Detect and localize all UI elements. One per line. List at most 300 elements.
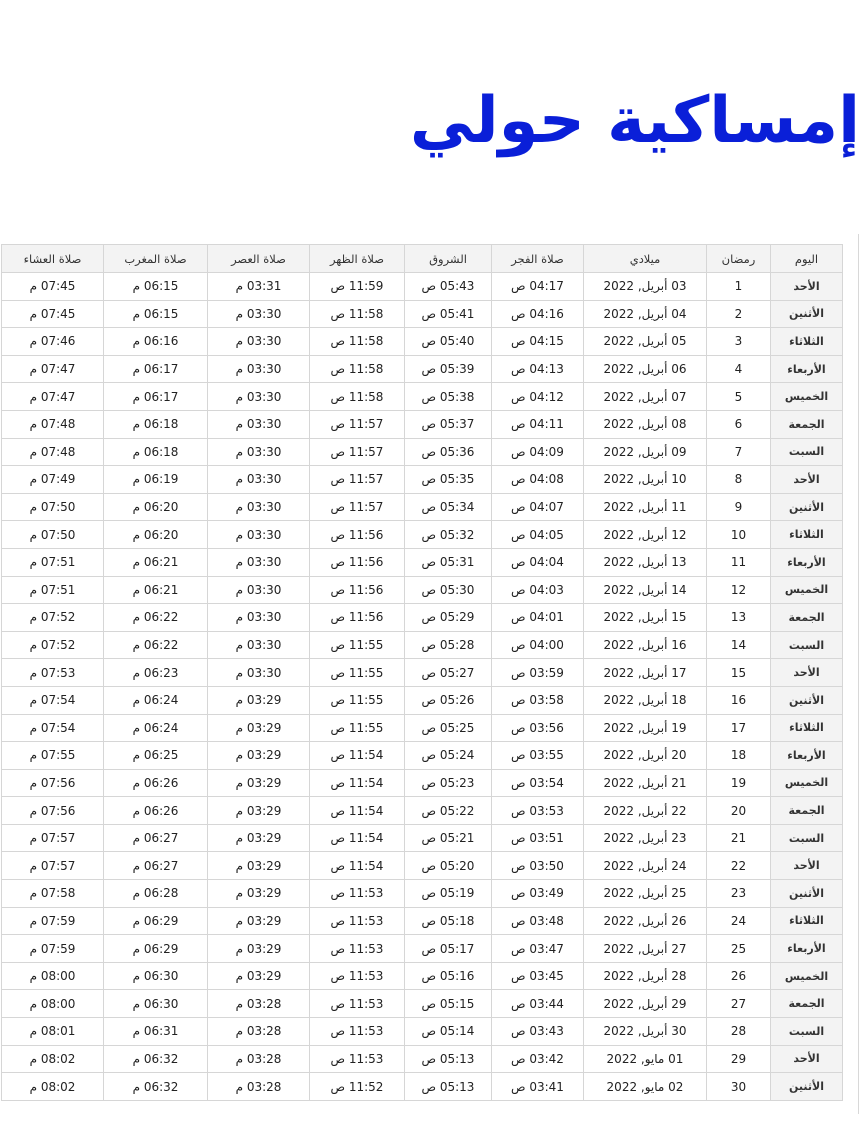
day-cell: الخميس (771, 769, 843, 797)
maghrib-time-cell: 06:32 م (104, 1073, 208, 1101)
ramadan-day-cell: 10 (707, 521, 771, 549)
day-cell: السبت (771, 438, 843, 466)
ramadan-day-cell: 12 (707, 576, 771, 604)
ramadan-day-cell: 25 (707, 935, 771, 963)
dhuhr-time-cell: 11:54 ص (310, 824, 405, 852)
day-cell: الخميس (771, 962, 843, 990)
maghrib-time-cell: 06:30 م (104, 962, 208, 990)
asr-time-cell: 03:31 م (208, 273, 310, 301)
ramadan-day-cell: 16 (707, 686, 771, 714)
day-cell: الأحد (771, 659, 843, 687)
day-cell: الثلاثاء (771, 714, 843, 742)
sunrise-time-cell: 05:37 ص (405, 410, 492, 438)
fajr-time-cell: 04:17 ص (492, 273, 584, 301)
day-cell: السبت (771, 1018, 843, 1046)
gregorian-date-cell: 23 أبريل, 2022 (584, 824, 707, 852)
asr-time-cell: 03:30 م (208, 659, 310, 687)
table-row (2, 273, 843, 301)
fajr-time-cell: 03:59 ص (492, 659, 584, 687)
asr-time-cell: 03:30 م (208, 438, 310, 466)
day-cell: الأثنين (771, 880, 843, 908)
isha-time-cell: 07:45 م (2, 300, 104, 328)
isha-time-cell: 08:00 م (2, 990, 104, 1018)
dhuhr-time-cell: 11:56 ص (310, 604, 405, 632)
day-cell: الأحد (771, 852, 843, 880)
dhuhr-time-cell: 11:55 ص (310, 659, 405, 687)
day-cell: الأربعاء (771, 548, 843, 576)
ramadan-day-cell: 21 (707, 824, 771, 852)
dhuhr-time-cell: 11:55 ص (310, 714, 405, 742)
asr-time-cell: 03:28 م (208, 1073, 310, 1101)
sunrise-time-cell: 05:20 ص (405, 852, 492, 880)
day-cell: الجمعة (771, 604, 843, 632)
sunrise-time-cell: 05:16 ص (405, 962, 492, 990)
gregorian-date-cell: 04 أبريل, 2022 (584, 300, 707, 328)
gregorian-date-cell: 25 أبريل, 2022 (584, 880, 707, 908)
asr-time-cell: 03:29 م (208, 824, 310, 852)
gregorian-date-cell: 01 مايو, 2022 (584, 1045, 707, 1073)
ramadan-day-cell: 9 (707, 493, 771, 521)
gregorian-date-cell: 06 أبريل, 2022 (584, 355, 707, 383)
dhuhr-time-cell: 11:52 ص (310, 1073, 405, 1101)
sunrise-time-cell: 05:38 ص (405, 383, 492, 411)
asr-time-cell: 03:29 م (208, 686, 310, 714)
table-row (2, 576, 843, 604)
asr-time-cell: 03:30 م (208, 631, 310, 659)
gregorian-date-cell: 17 أبريل, 2022 (584, 659, 707, 687)
column-header-dhuhr: صلاة الظهر (310, 245, 405, 273)
gregorian-date-cell: 26 أبريل, 2022 (584, 907, 707, 935)
gregorian-date-cell: 07 أبريل, 2022 (584, 383, 707, 411)
fajr-time-cell: 03:44 ص (492, 990, 584, 1018)
ramadan-day-cell: 3 (707, 328, 771, 356)
maghrib-time-cell: 06:16 م (104, 328, 208, 356)
sunrise-time-cell: 05:41 ص (405, 300, 492, 328)
maghrib-time-cell: 06:23 م (104, 659, 208, 687)
asr-time-cell: 03:28 م (208, 1045, 310, 1073)
maghrib-time-cell: 06:17 م (104, 383, 208, 411)
table-row (2, 714, 843, 742)
ramadan-day-cell: 29 (707, 1045, 771, 1073)
asr-time-cell: 03:28 م (208, 990, 310, 1018)
sunrise-time-cell: 05:15 ص (405, 990, 492, 1018)
asr-time-cell: 03:30 م (208, 383, 310, 411)
ramadan-day-cell: 13 (707, 604, 771, 632)
ramadan-day-cell: 18 (707, 742, 771, 770)
maghrib-time-cell: 06:15 م (104, 300, 208, 328)
gregorian-date-cell: 03 أبريل, 2022 (584, 273, 707, 301)
column-header-fajr: صلاة الفجر (492, 245, 584, 273)
fajr-time-cell: 04:12 ص (492, 383, 584, 411)
ramadan-day-cell: 28 (707, 1018, 771, 1046)
page-title: إمساكية حولي (409, 84, 860, 158)
gregorian-date-cell: 12 أبريل, 2022 (584, 521, 707, 549)
isha-time-cell: 07:47 م (2, 355, 104, 383)
sunrise-time-cell: 05:27 ص (405, 659, 492, 687)
dhuhr-time-cell: 11:54 ص (310, 742, 405, 770)
maghrib-time-cell: 06:18 م (104, 410, 208, 438)
asr-time-cell: 03:29 م (208, 907, 310, 935)
isha-time-cell: 07:46 م (2, 328, 104, 356)
gregorian-date-cell: 21 أبريل, 2022 (584, 769, 707, 797)
table-row (2, 328, 843, 356)
ramadan-day-cell: 11 (707, 548, 771, 576)
fajr-time-cell: 04:13 ص (492, 355, 584, 383)
asr-time-cell: 03:30 م (208, 328, 310, 356)
isha-time-cell: 07:59 م (2, 907, 104, 935)
isha-time-cell: 07:45 م (2, 273, 104, 301)
table-row (2, 1073, 843, 1101)
sunrise-time-cell: 05:24 ص (405, 742, 492, 770)
fajr-time-cell: 04:15 ص (492, 328, 584, 356)
asr-time-cell: 03:30 م (208, 548, 310, 576)
isha-time-cell: 07:54 م (2, 714, 104, 742)
dhuhr-time-cell: 11:59 ص (310, 273, 405, 301)
isha-time-cell: 07:48 م (2, 438, 104, 466)
maghrib-time-cell: 06:22 م (104, 604, 208, 632)
maghrib-time-cell: 06:15 م (104, 273, 208, 301)
dhuhr-time-cell: 11:56 ص (310, 521, 405, 549)
day-cell: الجمعة (771, 990, 843, 1018)
sunrise-time-cell: 05:13 ص (405, 1073, 492, 1101)
sunrise-time-cell: 05:14 ص (405, 1018, 492, 1046)
sunrise-time-cell: 05:43 ص (405, 273, 492, 301)
asr-time-cell: 03:30 م (208, 410, 310, 438)
table-body (2, 273, 843, 1101)
dhuhr-time-cell: 11:57 ص (310, 466, 405, 494)
fajr-time-cell: 04:05 ص (492, 521, 584, 549)
fajr-time-cell: 03:50 ص (492, 852, 584, 880)
gregorian-date-cell: 02 مايو, 2022 (584, 1073, 707, 1101)
table-row (2, 631, 843, 659)
asr-time-cell: 03:29 م (208, 714, 310, 742)
column-header-isha: صلاة العشاء (2, 245, 104, 273)
ramadan-day-cell: 5 (707, 383, 771, 411)
sunrise-time-cell: 05:26 ص (405, 686, 492, 714)
fajr-time-cell: 03:55 ص (492, 742, 584, 770)
maghrib-time-cell: 06:19 م (104, 466, 208, 494)
ramadan-day-cell: 1 (707, 273, 771, 301)
day-cell: الأربعاء (771, 355, 843, 383)
table-row (2, 521, 843, 549)
maghrib-time-cell: 06:32 م (104, 1045, 208, 1073)
dhuhr-time-cell: 11:53 ص (310, 907, 405, 935)
fajr-time-cell: 03:53 ص (492, 797, 584, 825)
asr-time-cell: 03:30 م (208, 521, 310, 549)
isha-time-cell: 07:55 م (2, 742, 104, 770)
asr-time-cell: 03:30 م (208, 355, 310, 383)
asr-time-cell: 03:30 م (208, 604, 310, 632)
fajr-time-cell: 03:43 ص (492, 1018, 584, 1046)
column-header-gregorian: ميلادي (584, 245, 707, 273)
sunrise-time-cell: 05:17 ص (405, 935, 492, 963)
maghrib-time-cell: 06:21 م (104, 576, 208, 604)
fajr-time-cell: 03:47 ص (492, 935, 584, 963)
fajr-time-cell: 04:07 ص (492, 493, 584, 521)
fajr-time-cell: 04:09 ص (492, 438, 584, 466)
maghrib-time-cell: 06:30 م (104, 990, 208, 1018)
maghrib-time-cell: 06:25 م (104, 742, 208, 770)
gregorian-date-cell: 09 أبريل, 2022 (584, 438, 707, 466)
ramadan-day-cell: 4 (707, 355, 771, 383)
dhuhr-time-cell: 11:54 ص (310, 797, 405, 825)
dhuhr-time-cell: 11:55 ص (310, 686, 405, 714)
asr-time-cell: 03:30 م (208, 493, 310, 521)
asr-time-cell: 03:29 م (208, 935, 310, 963)
maghrib-time-cell: 06:27 م (104, 824, 208, 852)
gregorian-date-cell: 14 أبريل, 2022 (584, 576, 707, 604)
ramadan-day-cell: 20 (707, 797, 771, 825)
maghrib-time-cell: 06:24 م (104, 714, 208, 742)
day-cell: الأحد (771, 273, 843, 301)
asr-time-cell: 03:29 م (208, 769, 310, 797)
dhuhr-time-cell: 11:54 ص (310, 769, 405, 797)
sunrise-time-cell: 05:36 ص (405, 438, 492, 466)
day-cell: الأحد (771, 466, 843, 494)
isha-time-cell: 07:47 م (2, 383, 104, 411)
table-row (2, 659, 843, 687)
gregorian-date-cell: 22 أبريل, 2022 (584, 797, 707, 825)
column-header-sunrise: الشروق (405, 245, 492, 273)
maghrib-time-cell: 06:20 م (104, 521, 208, 549)
fajr-time-cell: 04:00 ص (492, 631, 584, 659)
dhuhr-time-cell: 11:53 ص (310, 1018, 405, 1046)
table-row (2, 438, 843, 466)
isha-time-cell: 07:59 م (2, 935, 104, 963)
fajr-time-cell: 03:54 ص (492, 769, 584, 797)
gregorian-date-cell: 11 أبريل, 2022 (584, 493, 707, 521)
isha-time-cell: 07:51 م (2, 548, 104, 576)
sunrise-time-cell: 05:31 ص (405, 548, 492, 576)
dhuhr-time-cell: 11:53 ص (310, 935, 405, 963)
day-cell: الأثنين (771, 686, 843, 714)
maghrib-time-cell: 06:20 م (104, 493, 208, 521)
sunrise-time-cell: 05:40 ص (405, 328, 492, 356)
maghrib-time-cell: 06:26 م (104, 769, 208, 797)
day-cell: الأثنين (771, 300, 843, 328)
imsakiya-table-container (1, 244, 842, 1101)
ramadan-day-cell: 30 (707, 1073, 771, 1101)
imsakiya-table (1, 244, 843, 1101)
fajr-time-cell: 04:16 ص (492, 300, 584, 328)
sunrise-time-cell: 05:39 ص (405, 355, 492, 383)
fajr-time-cell: 03:58 ص (492, 686, 584, 714)
table-row (2, 1018, 843, 1046)
gregorian-date-cell: 13 أبريل, 2022 (584, 548, 707, 576)
maghrib-time-cell: 06:22 م (104, 631, 208, 659)
gregorian-date-cell: 10 أبريل, 2022 (584, 466, 707, 494)
table-row (2, 410, 843, 438)
gregorian-date-cell: 18 أبريل, 2022 (584, 686, 707, 714)
day-cell: الأثنين (771, 1073, 843, 1101)
ramadan-day-cell: 15 (707, 659, 771, 687)
fajr-time-cell: 03:56 ص (492, 714, 584, 742)
column-header-day: اليوم (771, 245, 843, 273)
sunrise-time-cell: 05:13 ص (405, 1045, 492, 1073)
sunrise-time-cell: 05:21 ص (405, 824, 492, 852)
ramadan-day-cell: 7 (707, 438, 771, 466)
isha-time-cell: 07:57 م (2, 852, 104, 880)
sunrise-time-cell: 05:18 ص (405, 907, 492, 935)
isha-time-cell: 08:02 م (2, 1045, 104, 1073)
ramadan-day-cell: 27 (707, 990, 771, 1018)
maghrib-time-cell: 06:31 م (104, 1018, 208, 1046)
gregorian-date-cell: 16 أبريل, 2022 (584, 631, 707, 659)
dhuhr-time-cell: 11:53 ص (310, 880, 405, 908)
day-cell: الأثنين (771, 493, 843, 521)
table-row (2, 383, 843, 411)
table-row (2, 548, 843, 576)
table-row (2, 355, 843, 383)
dhuhr-time-cell: 11:53 ص (310, 1045, 405, 1073)
asr-time-cell: 03:30 م (208, 300, 310, 328)
ramadan-day-cell: 6 (707, 410, 771, 438)
day-cell: الأربعاء (771, 742, 843, 770)
table-row (2, 742, 843, 770)
table-row (2, 686, 843, 714)
sunrise-time-cell: 05:22 ص (405, 797, 492, 825)
column-header-asr: صلاة العصر (208, 245, 310, 273)
ramadan-day-cell: 8 (707, 466, 771, 494)
fajr-time-cell: 03:42 ص (492, 1045, 584, 1073)
table-row (2, 300, 843, 328)
table-row (2, 466, 843, 494)
fajr-time-cell: 04:04 ص (492, 548, 584, 576)
column-header-maghrib: صلاة المغرب (104, 245, 208, 273)
isha-time-cell: 08:01 م (2, 1018, 104, 1046)
fajr-time-cell: 03:45 ص (492, 962, 584, 990)
table-row (2, 797, 843, 825)
isha-time-cell: 07:54 م (2, 686, 104, 714)
isha-time-cell: 07:49 م (2, 466, 104, 494)
ramadan-day-cell: 14 (707, 631, 771, 659)
gregorian-date-cell: 15 أبريل, 2022 (584, 604, 707, 632)
gregorian-date-cell: 27 أبريل, 2022 (584, 935, 707, 963)
gregorian-date-cell: 19 أبريل, 2022 (584, 714, 707, 742)
dhuhr-time-cell: 11:53 ص (310, 962, 405, 990)
isha-time-cell: 07:56 م (2, 769, 104, 797)
fajr-time-cell: 04:01 ص (492, 604, 584, 632)
asr-time-cell: 03:30 م (208, 466, 310, 494)
day-cell: الأحد (771, 1045, 843, 1073)
ramadan-day-cell: 23 (707, 880, 771, 908)
sunrise-time-cell: 05:23 ص (405, 769, 492, 797)
gregorian-date-cell: 20 أبريل, 2022 (584, 742, 707, 770)
day-cell: الخميس (771, 383, 843, 411)
sunrise-time-cell: 05:34 ص (405, 493, 492, 521)
asr-time-cell: 03:29 م (208, 962, 310, 990)
maghrib-time-cell: 06:21 م (104, 548, 208, 576)
isha-time-cell: 08:00 م (2, 962, 104, 990)
isha-time-cell: 07:56 م (2, 797, 104, 825)
day-cell: الخميس (771, 576, 843, 604)
fajr-time-cell: 03:49 ص (492, 880, 584, 908)
ramadan-day-cell: 22 (707, 852, 771, 880)
sunrise-time-cell: 05:28 ص (405, 631, 492, 659)
fajr-time-cell: 03:51 ص (492, 824, 584, 852)
asr-time-cell: 03:29 م (208, 852, 310, 880)
table-row (2, 880, 843, 908)
day-cell: الثلاثاء (771, 521, 843, 549)
fajr-time-cell: 04:08 ص (492, 466, 584, 494)
day-cell: الثلاثاء (771, 328, 843, 356)
maghrib-time-cell: 06:28 م (104, 880, 208, 908)
maghrib-time-cell: 06:29 م (104, 935, 208, 963)
sunrise-time-cell: 05:30 ص (405, 576, 492, 604)
fajr-time-cell: 03:41 ص (492, 1073, 584, 1101)
dhuhr-time-cell: 11:54 ص (310, 852, 405, 880)
isha-time-cell: 07:57 م (2, 824, 104, 852)
ramadan-day-cell: 2 (707, 300, 771, 328)
gregorian-date-cell: 29 أبريل, 2022 (584, 990, 707, 1018)
ramadan-day-cell: 26 (707, 962, 771, 990)
day-cell: السبت (771, 824, 843, 852)
page-divider (858, 234, 859, 1114)
isha-time-cell: 08:02 م (2, 1073, 104, 1101)
table-row (2, 852, 843, 880)
isha-time-cell: 07:51 م (2, 576, 104, 604)
table-row (2, 604, 843, 632)
gregorian-date-cell: 24 أبريل, 2022 (584, 852, 707, 880)
gregorian-date-cell: 28 أبريل, 2022 (584, 962, 707, 990)
ramadan-day-cell: 17 (707, 714, 771, 742)
dhuhr-time-cell: 11:56 ص (310, 576, 405, 604)
table-header-row (2, 245, 843, 273)
dhuhr-time-cell: 11:58 ص (310, 383, 405, 411)
day-cell: الثلاثاء (771, 907, 843, 935)
dhuhr-time-cell: 11:58 ص (310, 300, 405, 328)
gregorian-date-cell: 08 أبريل, 2022 (584, 410, 707, 438)
sunrise-time-cell: 05:35 ص (405, 466, 492, 494)
column-header-ramadan: رمضان (707, 245, 771, 273)
asr-time-cell: 03:28 م (208, 1018, 310, 1046)
gregorian-date-cell: 30 أبريل, 2022 (584, 1018, 707, 1046)
isha-time-cell: 07:50 م (2, 521, 104, 549)
asr-time-cell: 03:30 م (208, 576, 310, 604)
table-row (2, 907, 843, 935)
ramadan-day-cell: 24 (707, 907, 771, 935)
maghrib-time-cell: 06:24 م (104, 686, 208, 714)
day-cell: الأربعاء (771, 935, 843, 963)
isha-time-cell: 07:52 م (2, 604, 104, 632)
table-row (2, 1045, 843, 1073)
table-row (2, 962, 843, 990)
maghrib-time-cell: 06:18 م (104, 438, 208, 466)
isha-time-cell: 07:52 م (2, 631, 104, 659)
isha-time-cell: 07:50 م (2, 493, 104, 521)
dhuhr-time-cell: 11:53 ص (310, 990, 405, 1018)
ramadan-day-cell: 19 (707, 769, 771, 797)
asr-time-cell: 03:29 م (208, 797, 310, 825)
maghrib-time-cell: 06:27 م (104, 852, 208, 880)
day-cell: الجمعة (771, 797, 843, 825)
table-row (2, 824, 843, 852)
table-row (2, 935, 843, 963)
day-cell: السبت (771, 631, 843, 659)
dhuhr-time-cell: 11:57 ص (310, 493, 405, 521)
gregorian-date-cell: 05 أبريل, 2022 (584, 328, 707, 356)
maghrib-time-cell: 06:26 م (104, 797, 208, 825)
dhuhr-time-cell: 11:56 ص (310, 548, 405, 576)
sunrise-time-cell: 05:29 ص (405, 604, 492, 632)
isha-time-cell: 07:48 م (2, 410, 104, 438)
table-row (2, 990, 843, 1018)
maghrib-time-cell: 06:29 م (104, 907, 208, 935)
asr-time-cell: 03:29 م (208, 742, 310, 770)
table-row (2, 493, 843, 521)
day-cell: الجمعة (771, 410, 843, 438)
dhuhr-time-cell: 11:57 ص (310, 410, 405, 438)
